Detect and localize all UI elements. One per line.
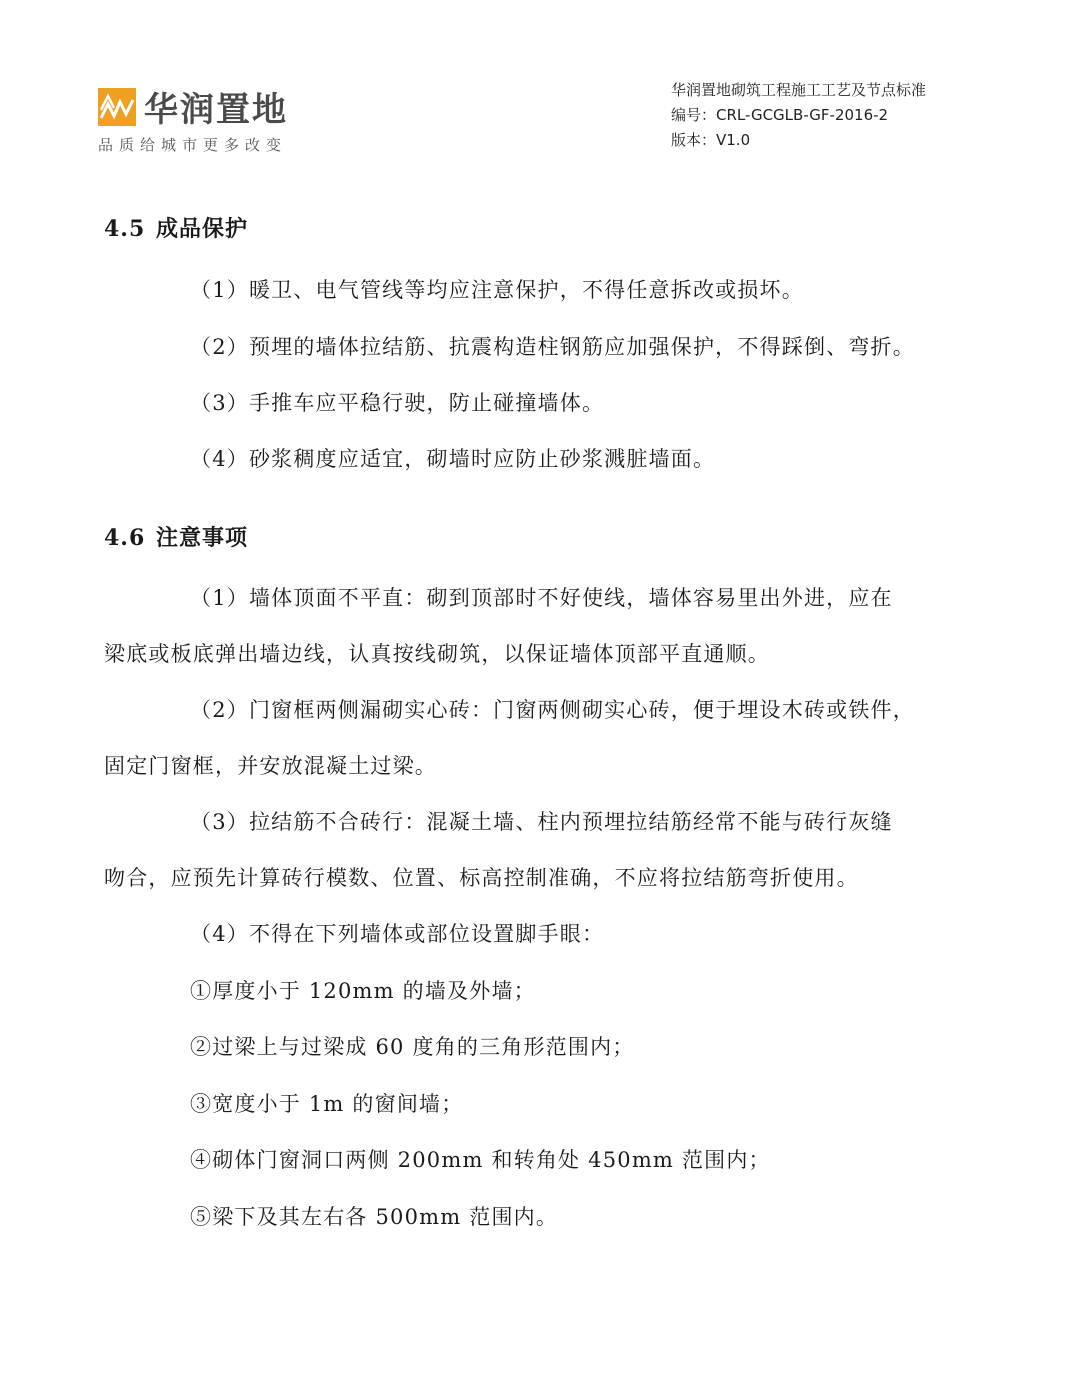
paragraph-line: 固定门窗框，并安放混凝土过梁。 [104,754,437,778]
section-number: 4.5 [104,216,146,242]
paragraph-line: （2）预埋的墙体拉结筋、抗震构造柱钢筋应加强保护，不得踩倒、弯折。 [190,335,915,359]
paragraph-line: （3）拉结筋不合砖行：混凝土墙、柱内预埋拉结筋经常不能与砖行灰缝 [190,810,893,834]
paragraph-line: （4）砂浆稠度应适宜，砌墙时应防止砂浆溅脏墙面。 [190,447,716,471]
logo-name: 华润置地 [144,90,288,130]
list-item: ③宽度小于 1m 的窗间墙； [190,1092,464,1116]
paragraph-line: （3）手推车应平稳行驶，防止碰撞墙体。 [190,391,605,415]
paragraph-line: （4）不得在下列墙体或部位设置脚手眼： [190,922,605,946]
logo-mark-icon [98,88,136,126]
section-title: 成品保护 [156,216,249,242]
list-item: ⑤梁下及其左右各 500mm 范围内。 [190,1205,559,1229]
company-logo [98,84,338,164]
section-heading [104,521,248,552]
doc-title: 华润置地砌筑工程施工工艺及节点标准 [671,81,927,99]
section-heading [104,212,248,243]
logo-slogan: 品质给城市更多改变 [98,136,288,154]
paragraph-line: （1）暖卫、电气管线等均应注意保护，不得任意拆改或损坏。 [190,278,804,302]
section-number: 4.6 [104,525,146,551]
doc-code: 编号：CRL-GCGLB-GF-2016-2 [671,106,889,124]
paragraph-line: （2）门窗框两侧漏砌实心砖：门窗两侧砌实心砖，便于埋设木砖或铁件， [190,698,915,722]
list-item: ②过梁上与过梁成 60 度角的三角形范围内； [190,1035,635,1059]
list-item: ①厚度小于 120mm 的墙及外墙； [190,979,536,1003]
doc-version: 版本：V1.0 [671,131,751,149]
list-item: ④砌体门窗洞口两侧 200mm 和转角处 450mm 范围内； [190,1148,771,1172]
paragraph-line: （1）墙体顶面不平直：砌到顶部时不好使线，墙体容易里出外进，应在 [190,586,893,610]
paragraph-line: 吻合，应预先计算砖行模数、位置、标高控制准确，不应将拉结筋弯折使用。 [104,866,859,890]
document-meta [671,78,926,153]
paragraph-line: 梁底或板底弹出墙边线，认真按线砌筑，以保证墙体顶部平直通顺。 [104,642,770,666]
section-title: 注意事项 [156,525,249,551]
